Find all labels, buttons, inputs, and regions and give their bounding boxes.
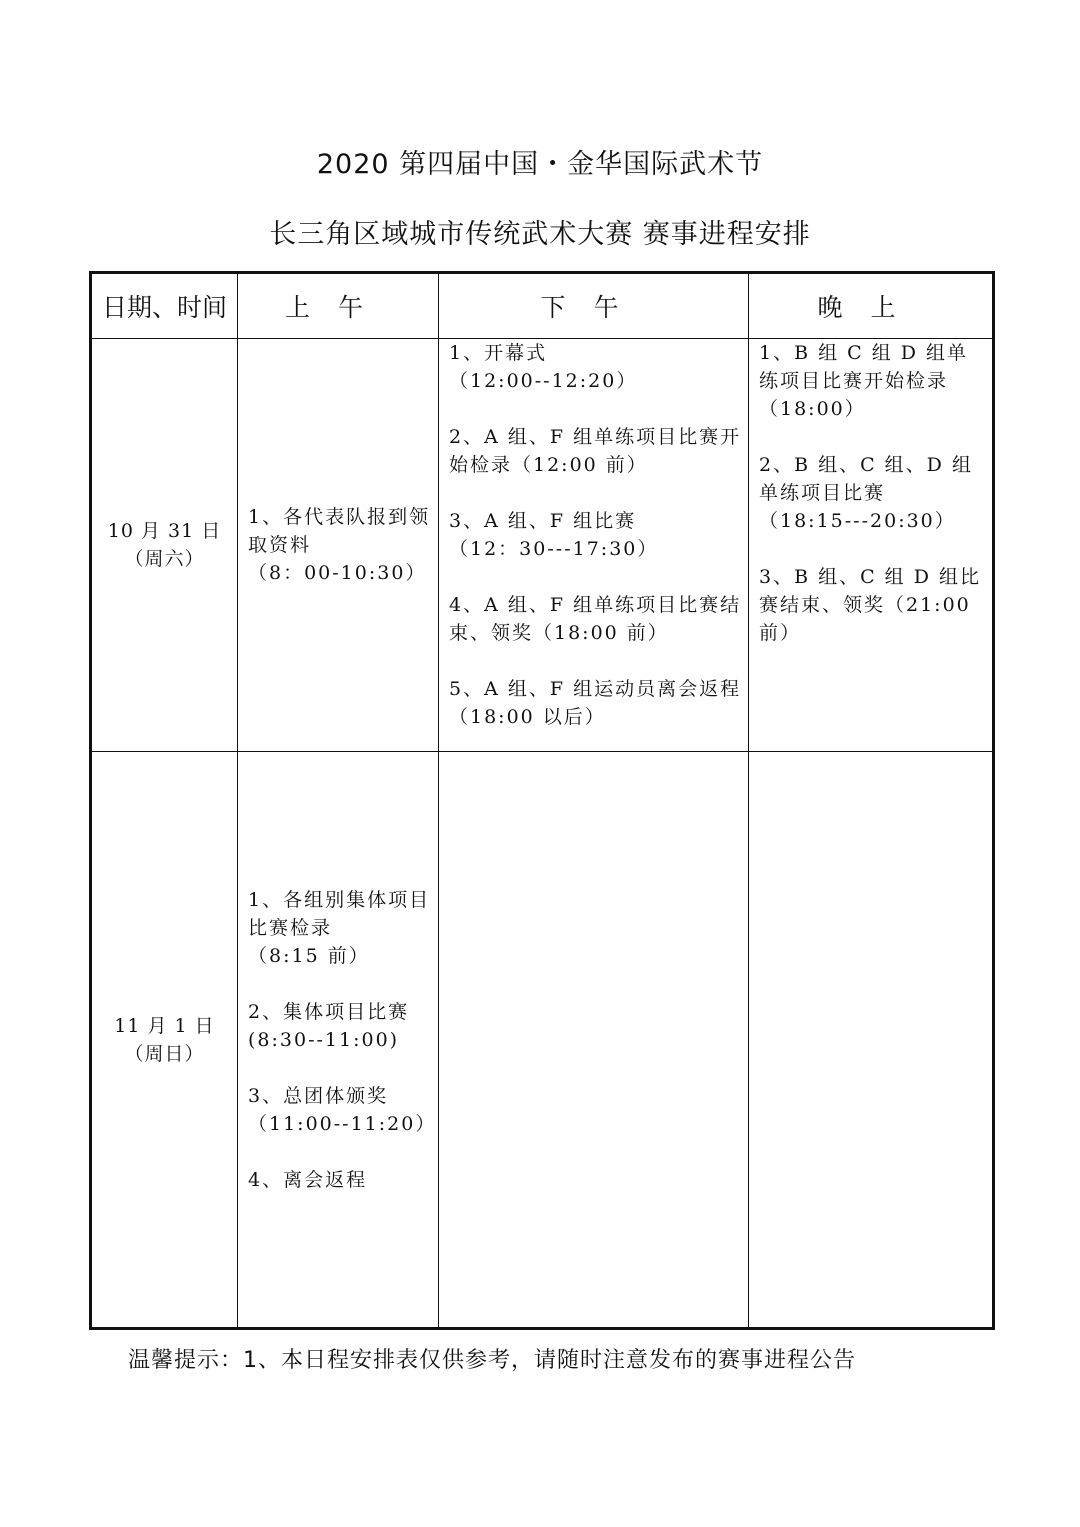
header-evening: 晚上 — [749, 273, 994, 339]
morning-cell — [238, 752, 439, 1329]
schedule-item-text: 2、B 组、C 组、D 组单练项目比赛 — [759, 454, 973, 504]
weekday-text: （周日） — [124, 1042, 205, 1065]
schedule-item-text: 1、各组别集体项目比赛检录 — [248, 888, 431, 939]
schedule-item — [449, 339, 742, 395]
document-title: 2020 第四届中国・金华国际武术节 — [316, 149, 764, 180]
schedule-item-text: 2、A 组、F 组单练项目比赛开始检录（12:00 前） — [449, 426, 742, 476]
evening-cell — [749, 339, 994, 752]
date-cell — [91, 752, 238, 1329]
schedule-item-text: 4、离会返程 — [248, 1168, 368, 1191]
schedule-item-time: （8：00-10:30） — [248, 562, 427, 584]
evening-cell — [749, 752, 994, 1329]
date-text: 10 月 31 日 — [107, 520, 222, 542]
schedule-item-time: （12：30---17:30） — [449, 538, 659, 560]
afternoon-cell — [439, 752, 749, 1329]
schedule-table — [89, 271, 995, 1330]
schedule-item-text: 2、集体项目比赛 — [248, 1000, 410, 1023]
schedule-item-text: 3、A 组、F 组比赛 — [449, 510, 637, 532]
morning-items — [238, 503, 438, 587]
schedule-item-time: （12:00--12:20） — [449, 370, 638, 392]
schedule-item — [248, 998, 432, 1054]
header-date-time: 日期、时间 — [91, 273, 238, 339]
weekday-text: （周六） — [124, 548, 205, 570]
date-text: 11 月 1 日 — [114, 1014, 215, 1037]
header-afternoon: 下午 — [439, 273, 749, 339]
schedule-item — [248, 1166, 432, 1194]
schedule-item — [759, 563, 986, 647]
schedule-item — [248, 886, 432, 970]
schedule-item — [449, 507, 742, 563]
header-morning: 上午 — [238, 273, 439, 339]
schedule-item — [759, 339, 986, 423]
header-row — [91, 273, 994, 339]
schedule-item-text: 5、A 组、F 组运动员离会返程（18:00 以后） — [449, 678, 742, 728]
schedule-item-time: （18:00） — [759, 398, 866, 420]
schedule-item — [449, 675, 742, 731]
footer-note: 温馨提示：1、本日程安排表仅供参考，请随时注意发布的赛事进程公告 — [128, 1348, 856, 1373]
schedule-item-text: 1、B 组 C 组 D 组单练项目比赛开始检录 — [759, 342, 969, 392]
schedule-item-text: 1、各代表队报到领取资料 — [248, 506, 431, 556]
table-row — [91, 752, 994, 1329]
schedule-item-text: 4、A 组、F 组单练项目比赛结束、领奖（18:00 前） — [449, 594, 742, 644]
date-cell — [91, 339, 238, 752]
schedule-item-time: （8:15 前） — [248, 944, 370, 967]
schedule-item — [449, 591, 742, 647]
schedule-item-time: （11:00--11:20） — [248, 1112, 437, 1135]
evening-items — [749, 339, 992, 647]
afternoon-items — [439, 339, 748, 731]
schedule-item-time: (8:30--11:00) — [248, 1028, 400, 1051]
afternoon-cell — [439, 339, 749, 752]
schedule-item — [449, 423, 742, 479]
schedule-item-text: 1、开幕式 — [449, 342, 548, 364]
table-row — [91, 339, 994, 752]
schedule-item — [759, 451, 986, 535]
morning-items — [238, 886, 438, 1194]
document-subtitle: 长三角区域城市传统武术大赛 赛事进程安排 — [269, 219, 811, 250]
schedule-item — [248, 503, 432, 587]
schedule-item — [248, 1082, 437, 1138]
morning-cell — [238, 339, 439, 752]
schedule-item-text: 3、总团体颁奖 — [248, 1084, 389, 1107]
schedule-item-time: （18:15---20:30） — [759, 510, 956, 532]
schedule-item-text: 3、B 组、C 组 D 组比赛结束、领奖（21:00 前） — [759, 566, 981, 644]
